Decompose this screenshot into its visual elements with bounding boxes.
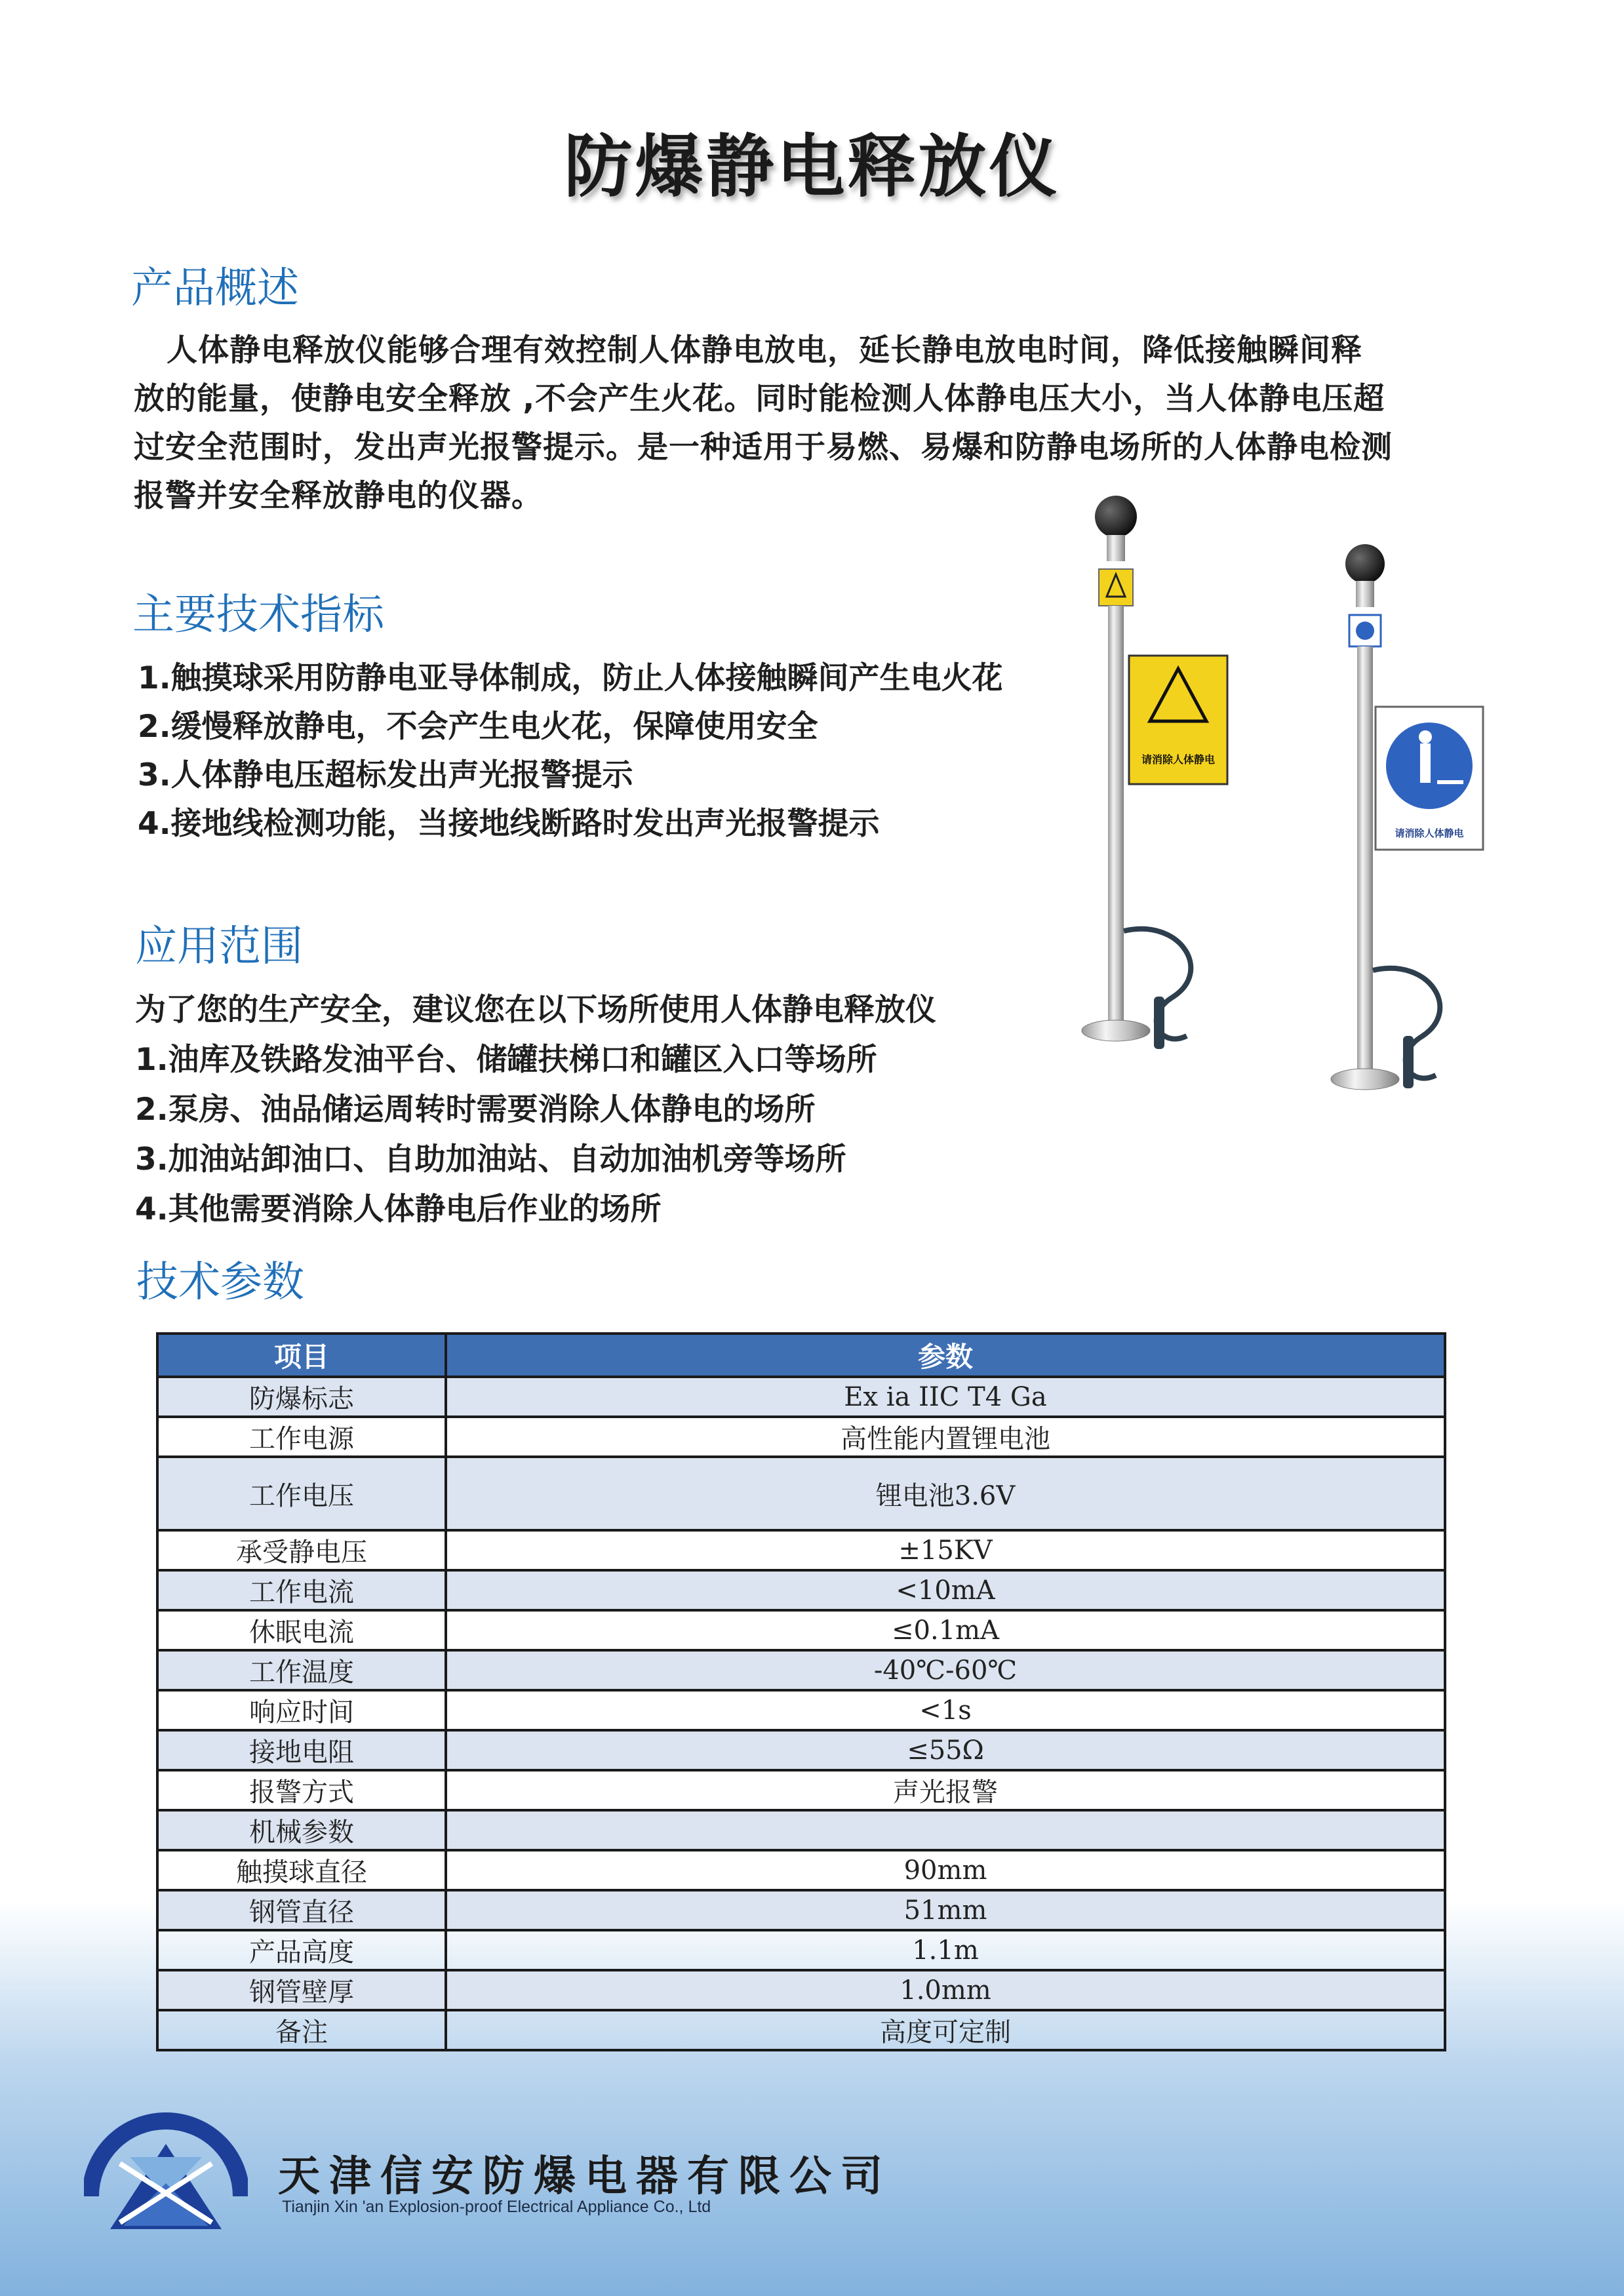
application-heading: 应用范围 <box>135 922 303 971</box>
table-row <box>157 2010 1445 2050</box>
spec-item: 3.人体静电压超标发出声光报警提示 <box>138 757 633 793</box>
table-row <box>157 1417 1445 1457</box>
left-sign-text: 请消除人体静电 <box>1141 753 1216 766</box>
param-value: 90mm <box>446 1850 1445 1890</box>
param-key: 触摸球直径 <box>157 1850 446 1890</box>
company-logo-icon <box>84 2098 248 2236</box>
table-row <box>157 1850 1445 1890</box>
spec-item: 1.触摸球采用防静电亚导体制成，防止人体接触瞬间产生电火花 <box>138 660 1003 696</box>
application-item: 2.泵房、油品储运周转时需要消除人体静电的场所 <box>135 1092 816 1128</box>
param-value: 高度可定制 <box>446 2010 1445 2050</box>
table-header-row <box>157 1334 1445 1377</box>
table-row <box>157 1730 1445 1770</box>
param-key: 钢管壁厚 <box>157 1970 446 2010</box>
table-row <box>157 1650 1445 1690</box>
param-value: ≤0.1mA <box>446 1610 1445 1650</box>
table-row <box>157 1610 1445 1650</box>
param-key: 工作温度 <box>157 1650 446 1690</box>
table-row <box>157 1570 1445 1610</box>
param-key: 产品高度 <box>157 1930 446 1970</box>
params-heading: 技术参数 <box>136 1258 304 1307</box>
overview-line: 过安全范围时，发出声光报警提示。是一种适用于易燃、易爆和防静电场所的人体静电检测 <box>134 429 1393 465</box>
product-photo <box>1062 472 1534 1101</box>
param-value: ≤55Ω <box>446 1730 1445 1770</box>
table-row <box>157 1530 1445 1570</box>
company-name-en: Tianjin Xin 'an Explosion-proof Electrical Appliance Co., Ltd <box>282 2198 711 2216</box>
param-key: 承受静电压 <box>157 1530 446 1570</box>
overview-heading: 产品概述 <box>131 264 299 313</box>
application-intro: 为了您的生产安全，建议您在以下场所使用人体静电释放仪 <box>135 992 936 1028</box>
spec-item: 2.缓慢释放静电，不会产生电火花，保障使用安全 <box>138 709 818 745</box>
left-discharge-post <box>1082 496 1227 1049</box>
application-item: 1.油库及铁路发油平台、储罐扶梯口和罐区入口等场所 <box>135 1042 877 1078</box>
company-name-cn: 天津信安防爆电器有限公司 <box>278 2152 892 2201</box>
param-value: 声光报警 <box>446 1770 1445 1810</box>
param-value: 1.1m <box>446 1930 1445 1970</box>
param-key: 响应时间 <box>157 1690 446 1730</box>
spec-item: 4.接地线检测功能，当接地线断路时发出声光报警提示 <box>138 806 880 842</box>
table-row <box>157 1890 1445 1930</box>
param-value: ±15KV <box>446 1530 1445 1570</box>
right-sign-text: 请消除人体静电 <box>1395 827 1464 839</box>
touch-ball-icon <box>1345 544 1385 584</box>
col-item-header: 项目 <box>157 1334 446 1377</box>
overview-line: 人体静电释放仪能够合理有效控制人体静电放电，延长静电放电时间，降低接触瞬间释 <box>167 332 1362 368</box>
param-key: 机械参数 <box>157 1810 446 1850</box>
param-key: 备注 <box>157 2010 446 2050</box>
application-list <box>135 987 936 1233</box>
param-value: 1.0mm <box>446 1970 1445 2010</box>
table-row <box>157 1690 1445 1730</box>
table-row <box>157 1930 1445 1970</box>
param-key: 报警方式 <box>157 1770 446 1810</box>
param-value: <1s <box>446 1690 1445 1730</box>
application-item: 4.其他需要消除人体静电后作业的场所 <box>135 1191 662 1227</box>
overview-line: 报警并安全释放静电的仪器。 <box>134 478 543 514</box>
param-value <box>446 1810 1445 1850</box>
page-title: 防爆静电释放仪 <box>564 127 1060 207</box>
param-key: 工作电流 <box>157 1570 446 1610</box>
param-key: 工作电源 <box>157 1417 446 1457</box>
param-value: -40℃-60℃ <box>446 1650 1445 1690</box>
param-value: 高性能内置锂电池 <box>446 1417 1445 1457</box>
param-value: <10mA <box>446 1570 1445 1610</box>
param-key: 防爆标志 <box>157 1377 446 1417</box>
table-row <box>157 1457 1445 1530</box>
param-value: Ex ia IIC T4 Ga <box>446 1377 1445 1417</box>
application-item: 3.加油站卸油口、自助加油站、自动加油机旁等场所 <box>135 1141 846 1178</box>
param-key: 接地电阻 <box>157 1730 446 1770</box>
table-row <box>157 1770 1445 1810</box>
spec-list <box>138 656 1003 847</box>
col-value-header: 参数 <box>446 1334 1445 1377</box>
overview-line: 放的能量，使静电安全释放 ,不会产生火花。同时能检测人体静电压大小，当人体静电压超 <box>134 381 1385 417</box>
param-value: 锂电池3.6V <box>446 1457 1445 1530</box>
table-row <box>157 1377 1445 1417</box>
table-row <box>157 1970 1445 2010</box>
param-key: 工作电压 <box>157 1457 446 1530</box>
touch-ball-icon <box>1095 496 1137 538</box>
param-value: 51mm <box>446 1890 1445 1930</box>
specs-heading: 主要技术指标 <box>132 591 384 639</box>
param-key: 钢管直径 <box>157 1890 446 1930</box>
params-table <box>156 1332 1446 2051</box>
table-row <box>157 1810 1445 1850</box>
right-discharge-post <box>1331 544 1483 1090</box>
param-key: 休眠电流 <box>157 1610 446 1650</box>
